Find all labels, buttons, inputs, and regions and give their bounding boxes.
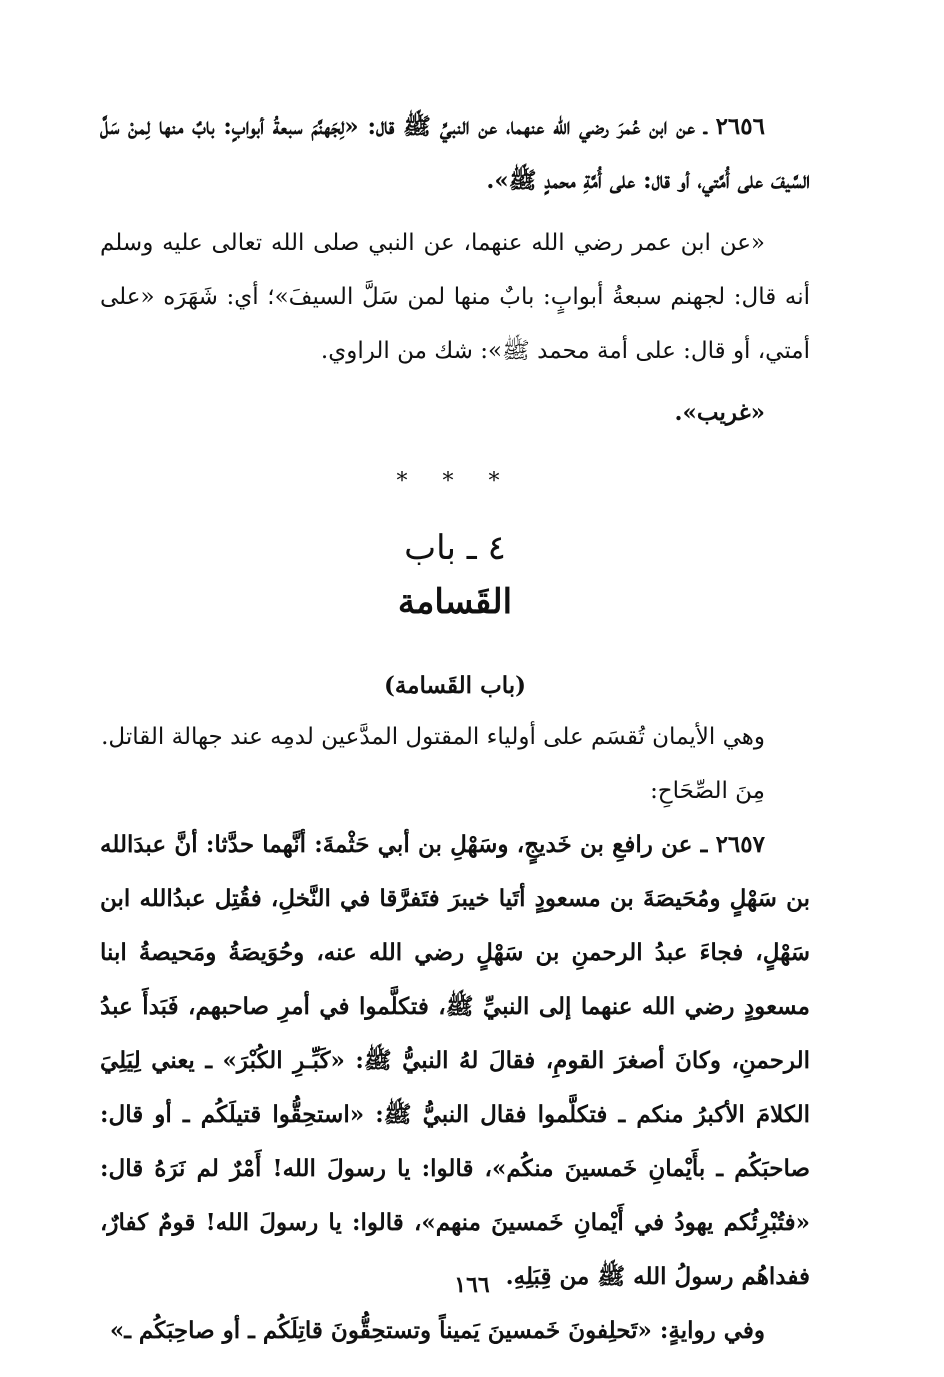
commentary-2656: «عن ابن عمر رضي الله عنهما، عن النبي صلى الله تعالى عليه وسلم أنه قال: لجهنم سبعةُ أبوابٍ: بابٌ منها لمن سَلَّ السيفَ»؛ أي: شَهَرَه «على أمتي، أو قال: على أمة محمد ﷺ»: شك من الراوي. (100, 230, 810, 364)
page-number: ١٦٦ (454, 1272, 490, 1298)
hadith-2656: ٢٦٥٦ ـ عن ابن عُمرَ رضي الله عنهما، عن النبيِّ ﷺ قال: «لِجَهنَّمَ سبعةُ أبوابٍ: بابٌ منها لِمنْ سَلَّ السَّيفَ على أُمَّتي، أو قال: على أُمَّةِ محمدٍ ﷺ». (100, 113, 810, 194)
definition-paragraph: وهي الأيمان تُقسَم على أولياء المقتول المدَّعين لدمِه عند جهالة القاتل. (101, 724, 765, 750)
chapter-subheading: (باب القَسامة) (383, 672, 527, 699)
section-label: مِنَ الصِّحَاحِ: (650, 778, 765, 804)
hadith-2657: ٢٦٥٧ ـ عن رافعِ بن خَديجٍ، وسَهْلِ بن أبي حَثْمةَ: أنَّهما حدَّثا: أنَّ عبدَالله بن سَهْلٍ ومُحَيصَةَ بن مسعودٍ أتَيا خيبرَ فتَفرَّقا في النَّخلِ، فقُتِل عبدُالله ابن سَهْلٍ، فجاءَ عبدُ الرحمنِ بن سَهْلٍ رضي الله عنه، وحُوَيصَةُ ومَحيصةُ ابنا مسعودٍ رضي الله عنهما إلى النبيِّ ﷺ، فتكلَّموا في أمرِ صاحبهم، فَبَدأَ عبدُ الرحمنِ، وكانَ أصغرَ القومِ، فقالَ لهُ النبيُّ ﷺ: «كَبِّـرِ الكُبْرَ» ـ يعني لِيَلِيَ الكلامَ الأكبرُ منكم ـ فتكلَّموا فقال النبيُّ ﷺ: «استحِقُّوا قتيلَكُم ـ أو قال: صاحبَكُم ـ بأَيْمانِ خَمسينَ منكُم»، قالوا: يا رسولَ الله! أَمْرٌ لم نَرَهُ قال: «فتُبْرِئُكم يهودُ في أَيْمانِ خَمسينَ منهم»، قالوا: يا رسولَ الله! قومٌ كفارٌ، ففداهُم رسولُ الله ﷺ من قِبَلِهِ. (100, 831, 810, 1290)
hadith-variant: وفي روايةٍ: «تَحلِفونَ خَمسينَ يَميناً وتستحِقُّونَ قاتِلَكُم ـ أو صاحِبَكُم ـ» (109, 1317, 765, 1344)
section-separator: * * * (396, 469, 514, 494)
book-page (100, 100, 810, 1344)
chapter-title: القَسامة (397, 582, 513, 622)
chapter-number: ٤ ـ باب (404, 528, 506, 568)
grading-label: «غريب». (674, 399, 765, 426)
